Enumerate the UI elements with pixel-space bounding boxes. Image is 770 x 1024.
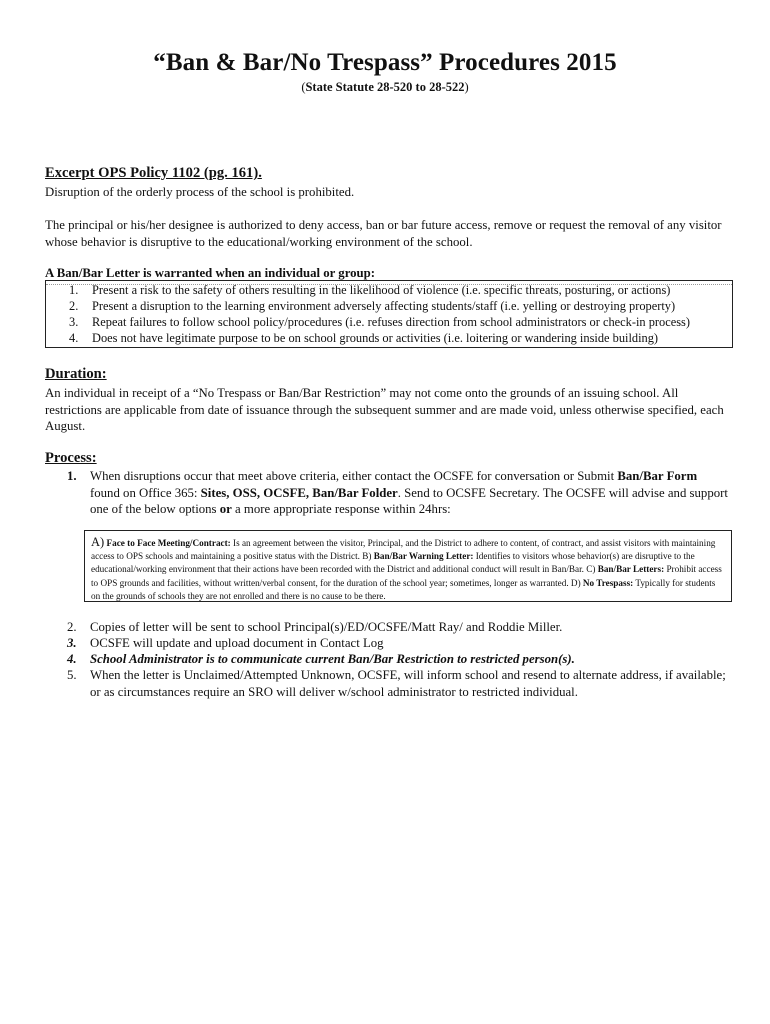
step-number: 3.	[67, 636, 77, 650]
subtitle-open-paren: (	[301, 80, 306, 94]
duration-heading-text: Duration:	[45, 366, 107, 382]
option-b-text: Identifies to visitors whose behavior(s) are disruptive to the educational/working environment that their actions have been recorded with the District and additional conduct will result in Ban/Bar. C)	[91, 551, 695, 575]
duration-paragraph: An individual in receipt of a “No Trespass or Ban/Bar Restriction” may not come onto the grounds of an issuing school. All restrictions are applicable from date of issuance through the subsequent summer and are made void, unless otherwise specified, each August.	[45, 386, 724, 433]
response-options-box	[84, 530, 732, 602]
option-c-text: Prohibit access to OPS grounds and facilities, without written/verbal consent, for the duration of the school year; sometimes, longer as warranted. D)	[91, 564, 722, 588]
excerpt-paragraph: The principal or his/her designee is authorized to deny access, ban or bar future access, remove or request the removal of any visitor whose behavior is disruptive to the educational/working environment of the school.	[45, 218, 722, 249]
criteria-number: 3.	[69, 315, 79, 329]
option-a-title: Face to Face Meeting/Contract:	[106, 538, 231, 548]
criteria-number: 4.	[69, 331, 79, 345]
subtitle-close-paren: )	[464, 80, 469, 94]
page-subtitle	[0, 80, 770, 95]
option-b-title: Ban/Bar Warning Letter:	[373, 551, 474, 562]
excerpt-heading-text: Excerpt OPS Policy 1102 (pg. 161).	[45, 165, 262, 181]
process-heading-text: Process:	[45, 450, 97, 466]
page-title: “Ban & Bar/No Trespass” Procedures 2015	[153, 49, 617, 76]
step-number: 4.	[67, 652, 77, 666]
criteria-number: 2.	[69, 299, 79, 313]
option-d-text: Typically for students on the grounds of schools they are not enrolled and there is no cause to be there.	[91, 577, 716, 601]
step-text: OCSFE will update and upload document in Contact Log	[90, 636, 384, 650]
criteria-text: Does not have legitimate purpose to be on school grounds or activities (i.e. loitering or wandering inside building)	[92, 331, 659, 345]
step-number: 5.	[67, 668, 77, 682]
criteria-text: Repeat failures to follow school policy/procedures (i.e. refuses direction from school administrators or check-in process)	[92, 315, 691, 329]
option-a-text: Is an agreement between the visitor, Principal, and the District to adhere to content, of contract, and assist visitors with maintaining access to OPS schools and maintaining a positive status with the District. B)	[91, 538, 716, 562]
step-text: School Administrator is to communicate current Ban/Bar Restriction to restricted person(s).	[90, 652, 575, 666]
step-text: When the letter is Unclaimed/Attempted Unknown, OCSFE, will inform school and resend to alternate address, if available; or as circumstances require an SRO will deliver w/school administrator to restricted individual.	[90, 668, 726, 699]
step-number: 2.	[67, 620, 77, 634]
step1-or-text: or	[219, 502, 232, 516]
ban-bar-form-link-text: Ban/Bar Form	[617, 469, 698, 483]
option-d-title: No Trespass:	[582, 577, 634, 588]
step-number: 1.	[67, 469, 77, 483]
option-c-title: Ban/Bar Letters:	[597, 564, 665, 575]
criteria-text: Present a disruption to the learning environment adversely affecting students/staff (i.e. yelling or destroying property)	[92, 299, 676, 313]
excerpt-heading	[45, 165, 735, 182]
duration-heading	[45, 366, 735, 383]
process-heading	[45, 450, 735, 467]
criteria-list-box	[45, 280, 733, 348]
step1-text-c: found on Office 365:	[90, 485, 201, 500]
step-text	[90, 468, 730, 518]
excerpt-line: Disruption of the orderly process of the school is prohibited.	[45, 185, 355, 199]
criteria-number: 1.	[69, 283, 79, 297]
subtitle-statute: State Statute 28-520 to 28-522	[305, 80, 465, 94]
step-text: Copies of letter will be sent to school Principal(s)/ED/OCSFE/Matt Ray/ and Roddie Miller.	[90, 620, 563, 634]
option-a-label: A)	[91, 535, 105, 549]
step1-text-g: a more appropriate response within 24hrs:	[231, 502, 451, 516]
step1-text-e: . Send to OCSFE Secretary. The OCSFE will advise and support one of the below options	[90, 485, 728, 516]
criteria-heading: A Ban/Bar Letter is warranted when an individual or group:	[45, 266, 376, 280]
step1-text-a: When disruptions occur that meet above criteria, either contact the OCSFE for conversation or Submit	[90, 469, 618, 483]
folder-path-text: Sites, OSS, OCSFE, Ban/Bar Folder	[200, 485, 398, 500]
criteria-text: Present a risk to the safety of others resulting in the likelihood of violence (i.e. specific threats, posturing, or actions)	[92, 283, 671, 297]
